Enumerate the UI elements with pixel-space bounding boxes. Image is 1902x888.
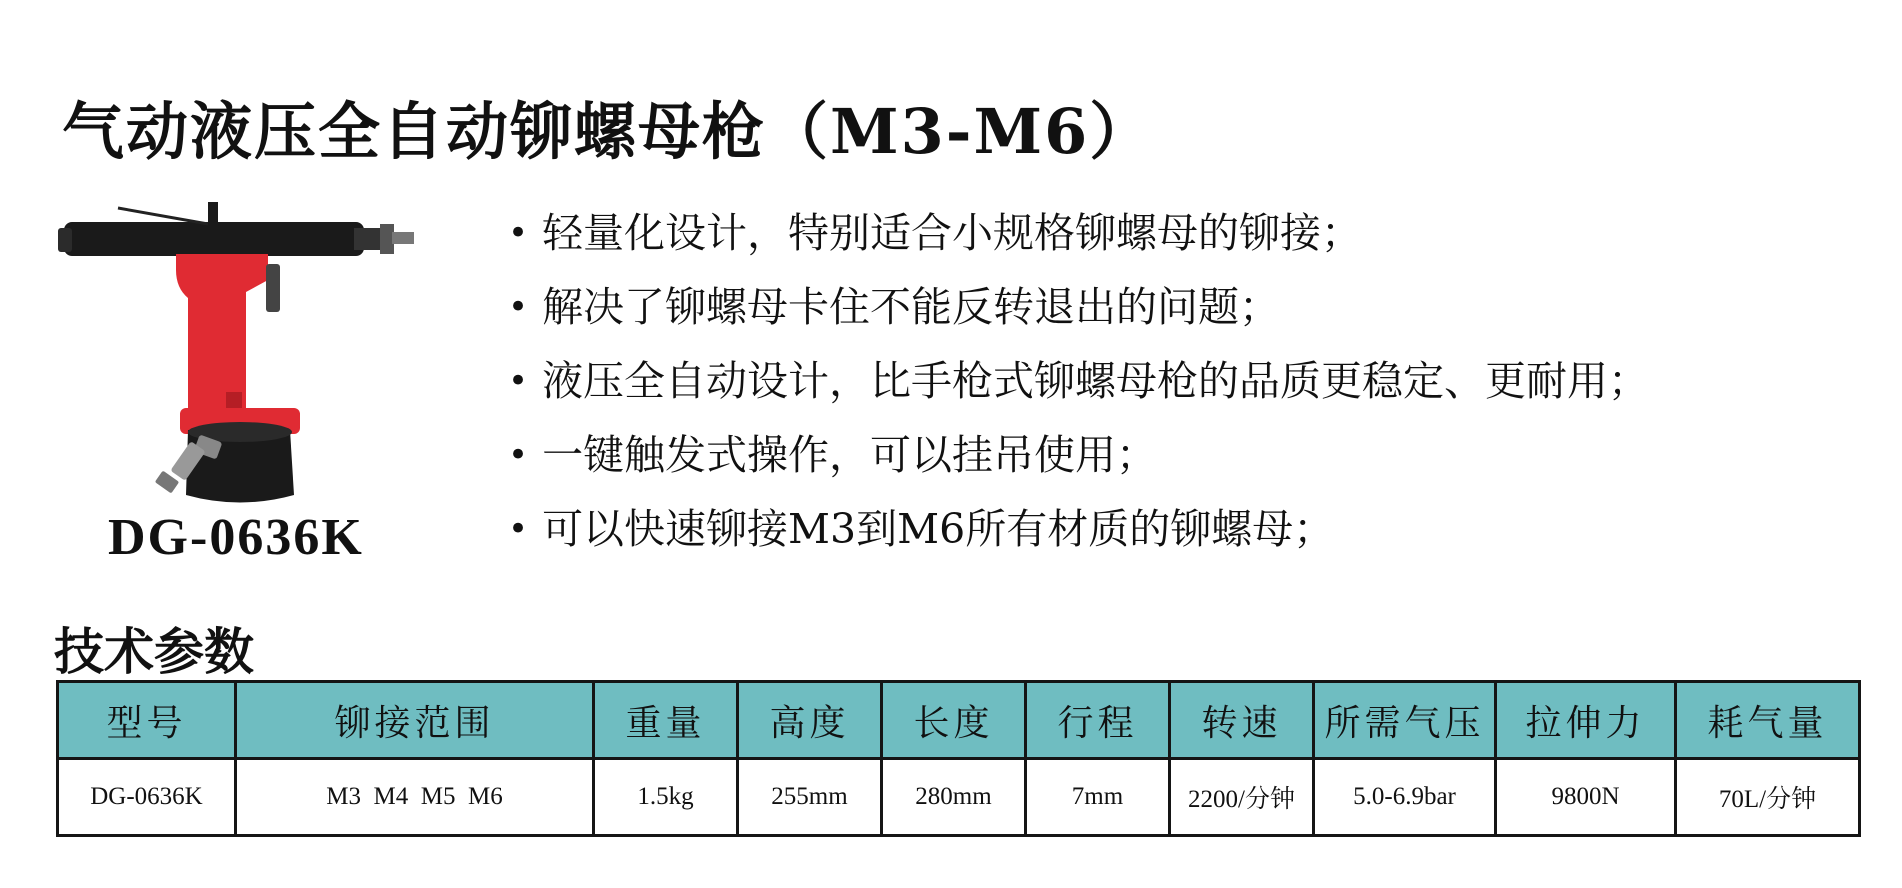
table-cell: 1.5kg xyxy=(594,759,738,836)
feature-item xyxy=(508,270,1649,344)
column-header: 所需气压 xyxy=(1314,682,1496,759)
column-header: 长度 xyxy=(882,682,1026,759)
table-cell: 255mm xyxy=(738,759,882,836)
feature-text: 解决了铆螺母卡住不能反转退出的问题； xyxy=(542,283,1281,331)
feature-text: 可以快速铆接M3到M6所有材质的铆螺母； xyxy=(542,505,1335,553)
bullet-icon: • xyxy=(508,213,529,253)
column-header: 转速 xyxy=(1170,682,1314,759)
spec-table xyxy=(56,680,1861,837)
page-title: 气动液压全自动铆螺母枪（M3-M6） xyxy=(62,95,1154,168)
feature-item xyxy=(508,344,1649,418)
bullet-icon: • xyxy=(508,287,529,327)
table-cell: M3 M4 M5 M6 xyxy=(236,759,594,836)
bullet-icon: • xyxy=(508,435,529,475)
feature-text: 一键触发式操作，可以挂吊使用； xyxy=(542,431,1158,479)
column-header: 行程 xyxy=(1026,682,1170,759)
table-cell: 5.0-6.9bar xyxy=(1314,759,1496,836)
table-cell: DG-0636K xyxy=(58,759,236,836)
column-header: 重量 xyxy=(594,682,738,759)
feature-text: 轻量化设计，特别适合小规格铆螺母的铆接； xyxy=(542,209,1363,257)
bullet-icon: • xyxy=(508,361,529,401)
table-cell: 9800N xyxy=(1496,759,1676,836)
table-cell: 70L/分钟 xyxy=(1676,759,1860,836)
table-cell: 280mm xyxy=(882,759,1026,836)
spec-heading: 技术参数 xyxy=(54,623,254,681)
table-cell: 2200/分钟 xyxy=(1170,759,1314,836)
column-header: 高度 xyxy=(738,682,882,759)
table-row xyxy=(58,759,1860,836)
feature-list xyxy=(508,196,1649,566)
rivet-nut-gun-image xyxy=(58,180,418,510)
column-header: 拉伸力 xyxy=(1496,682,1676,759)
bullet-icon: • xyxy=(508,509,529,549)
column-header: 铆接范围 xyxy=(236,682,594,759)
column-header: 耗气量 xyxy=(1676,682,1860,759)
spec-header-row xyxy=(58,682,1860,759)
feature-item xyxy=(508,418,1649,492)
feature-item xyxy=(508,492,1649,566)
table-cell: 7mm xyxy=(1026,759,1170,836)
feature-item xyxy=(508,196,1649,270)
feature-text: 液压全自动设计，比手枪式铆螺母枪的品质更稳定、更耐用； xyxy=(542,357,1650,405)
column-header: 型号 xyxy=(58,682,236,759)
product-model: DG-0636K xyxy=(108,509,364,566)
